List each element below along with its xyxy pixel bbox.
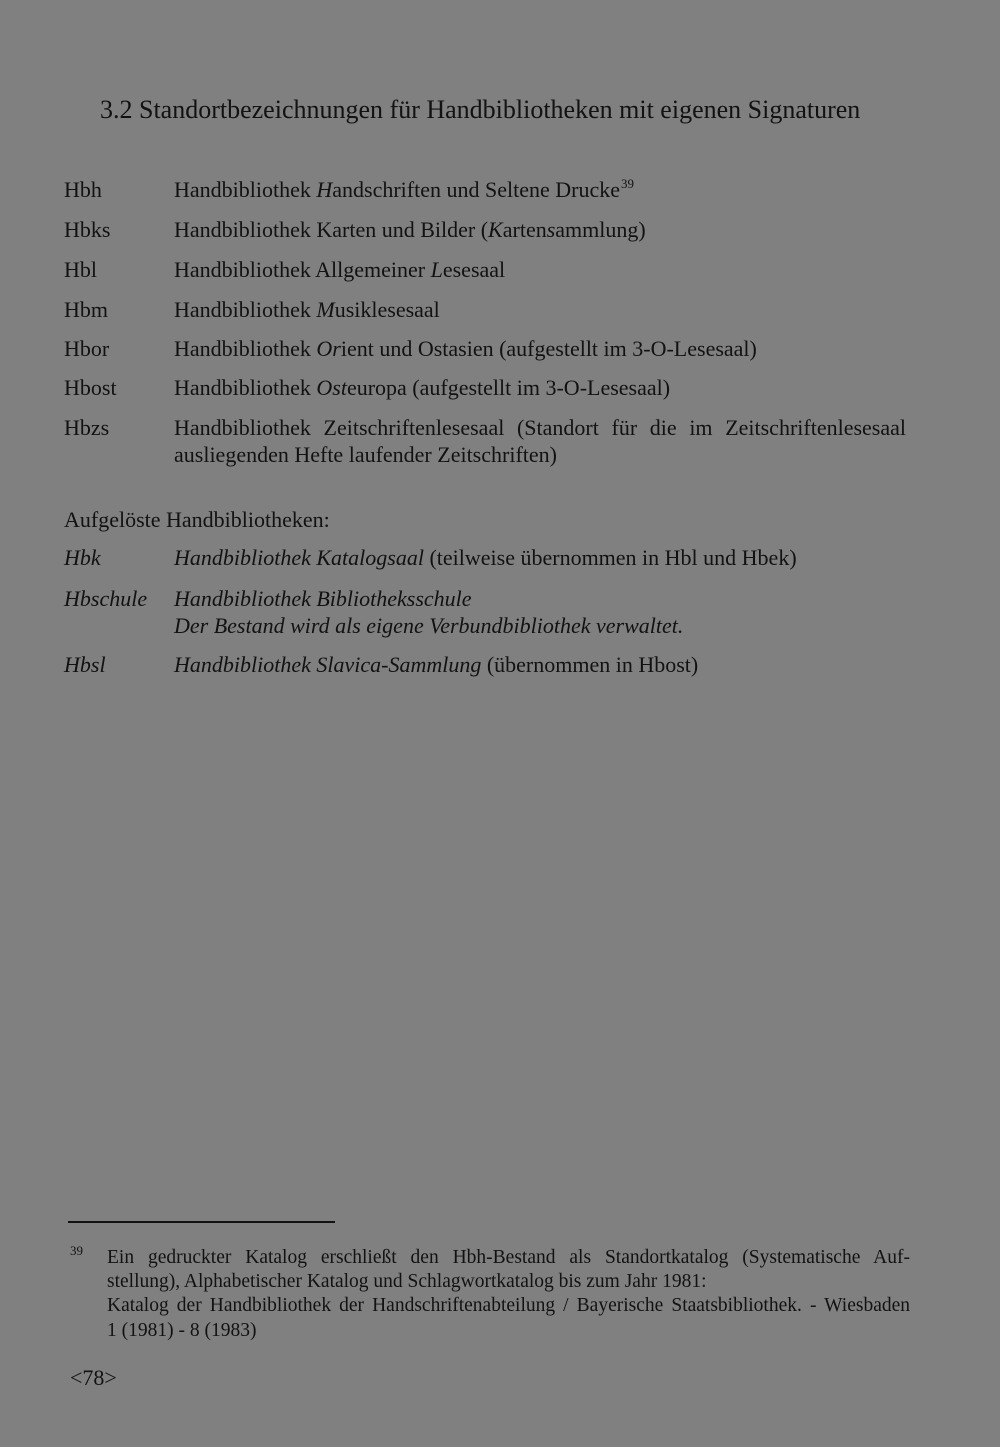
desc-part: Handbibliothek Karten und Bilder ( <box>174 217 489 242</box>
entry-description-line-2: ausliegenden Hefte laufender Zeitschriften) <box>174 442 557 467</box>
entry-description <box>174 177 906 206</box>
desc-part: Handbibliothek <box>174 177 317 202</box>
dissolved-name: Handbibliothek Slavica-Sammlung <box>174 652 482 677</box>
entry-code: Hbm <box>64 297 108 322</box>
dissolved-row-hbschule-continued <box>64 613 906 639</box>
desc-part: andschriften und Seltene Drucke <box>332 177 620 202</box>
entry-code: Hbh <box>64 177 102 202</box>
dissolved-row-hbsl <box>64 652 906 678</box>
footnote-line-1: Ein gedruckter Katalog erschließt den Hbh-Bestand als Standortkatalog (Systematische Auf- <box>107 1247 910 1268</box>
desc-part: Handbibliothek <box>174 297 317 322</box>
dissolved-name: Handbibliothek Katalogsaal <box>174 545 424 570</box>
dissolved-code: Hbk <box>64 545 101 570</box>
dissolved-heading: Aufgelöste Handbibliotheken: <box>64 507 330 532</box>
entry-code: Hbks <box>64 217 111 242</box>
entry-row-hbh <box>64 177 906 203</box>
desc-part-italic: s <box>546 217 556 242</box>
desc-part-italic: L <box>430 257 443 282</box>
entry-row-hbzs <box>64 415 906 441</box>
dissolved-code: Hbsl <box>64 652 106 677</box>
entry-row-hbm <box>64 297 906 323</box>
dissolved-note-line: Der Bestand wird als eigene Verbundbibliothek verwaltet. <box>174 613 684 638</box>
desc-part: Handbibliothek <box>174 336 317 361</box>
entry-row-hbks <box>64 217 906 243</box>
footnote-line-4: 1 (1981) - 8 (1983) <box>107 1320 257 1341</box>
footnote-line-3: Katalog der Handbibliothek der Handschriftenabteilung / Bayerische Staatsbibliothek. - Wiesbaden <box>107 1295 910 1316</box>
footnote-separator <box>68 1221 335 1223</box>
entry-code: Hbzs <box>64 415 110 440</box>
entry-description <box>174 375 906 401</box>
desc-part: Handbibliothek <box>174 375 317 400</box>
desc-part-italic: M <box>316 297 335 322</box>
dissolved-row-hbk <box>64 545 906 571</box>
entry-row-hbost <box>64 375 906 401</box>
page-number: <78> <box>70 1365 117 1390</box>
dissolved-note: (übernommen in Hbost) <box>486 652 699 677</box>
desc-part: esesaal <box>442 257 506 282</box>
entry-code: Hbl <box>64 257 97 282</box>
desc-part: europa (aufgestellt im 3-O-Lesesaal) <box>346 375 671 400</box>
dissolved-code: Hbschule <box>64 586 148 611</box>
entry-description <box>174 336 906 362</box>
desc-part-italic: K <box>488 217 503 242</box>
desc-part: ammlung) <box>555 217 646 242</box>
desc-part-italic: Ost <box>316 375 347 400</box>
entry-code: Hbost <box>64 375 117 400</box>
desc-part: ient und Ostasien (aufgestellt im 3-O-Lesesaal) <box>340 336 757 361</box>
section-heading: 3.2 Standortbezeichnungen für Handbibliotheken mit eigenen Signaturen <box>100 95 861 124</box>
footnote-line-2: stellung), Alphabetischer Katalog und Schlagwortkatalog bis zum Jahr 1981: <box>107 1271 707 1292</box>
dissolved-name: Handbibliothek Bibliotheksschule <box>174 586 472 611</box>
entry-row-hbor <box>64 336 906 362</box>
entry-row-hbzs-continued <box>64 442 906 468</box>
desc-part: Handbibliothek Allgemeiner <box>174 257 431 282</box>
entry-code: Hbor <box>64 336 110 361</box>
dissolved-description <box>174 545 906 571</box>
desc-part-italic: Or <box>316 336 341 361</box>
desc-part-italic: H <box>316 177 333 202</box>
dissolved-description <box>174 652 906 678</box>
entry-description-line-1: Handbibliothek Zeitschriftenlesesaal (Standort für die im Zeitschriftenlesesaal <box>174 415 906 440</box>
footnote-reference: 39 <box>621 176 634 191</box>
entry-row-hbl <box>64 257 906 283</box>
dissolved-row-hbschule <box>64 586 906 612</box>
footnote-number: 39 <box>70 1243 83 1258</box>
entry-description <box>174 297 906 323</box>
entry-description <box>174 257 906 283</box>
entry-description <box>174 217 906 243</box>
desc-part: usiklesesaal <box>334 297 440 322</box>
dissolved-note: (teilweise übernommen in Hbl und Hbek) <box>429 545 797 570</box>
desc-part: arten <box>502 217 547 242</box>
